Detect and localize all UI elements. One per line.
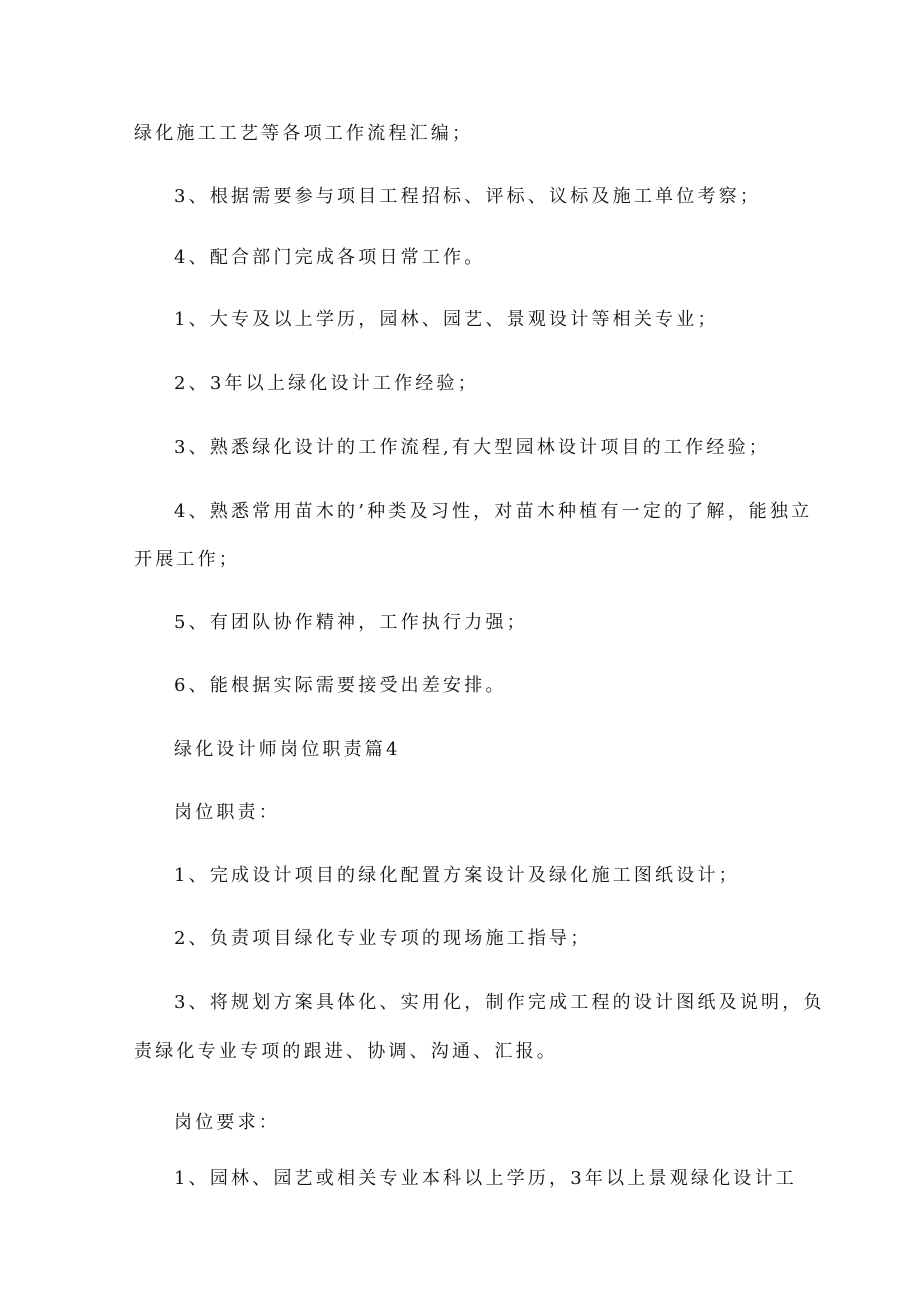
- paragraph-line: 3、熟悉绿化设计的工作流程,有大型园林设计项目的工作经验；: [174, 437, 770, 458]
- paragraph-line: 开展工作；: [134, 549, 240, 570]
- paragraph-line: 6、能根据实际需要接受出差安排。: [174, 675, 507, 696]
- paragraph-line: 2、负责项目绿化专业专项的现场施工指导；: [174, 928, 592, 949]
- subsection-heading: 岗位职责：: [174, 802, 280, 823]
- subsection-heading: 岗位要求：: [174, 1112, 280, 1133]
- paragraph-line: 4、熟悉常用苗木的’种类及习性，对苗木种植有一定的了解，能独立: [174, 501, 813, 522]
- paragraph-line: 1、大专及以上学历，园林、园艺、景观设计等相关专业；: [174, 309, 719, 330]
- section-heading: 绿化设计师岗位职责篇4: [174, 739, 401, 760]
- paragraph-line: 3、将规划方案具体化、实用化，制作完成工程的设计图纸及说明，负: [174, 992, 825, 1013]
- paragraph-line: 绿化施工工艺等各项工作流程汇编；: [134, 123, 474, 144]
- paragraph-line: 责绿化专业专项的跟进、协调、沟通、汇报。: [134, 1041, 558, 1062]
- paragraph-line: 2、3年以上绿化设计工作经验；: [174, 373, 479, 394]
- paragraph-line: 4、配合部门完成各项日常工作。: [174, 247, 486, 268]
- paragraph-line: 1、完成设计项目的绿化配置方案设计及绿化施工图纸设计；: [174, 865, 740, 886]
- paragraph-line: 3、根据需要参与项目工程招标、评标、议标及施工单位考察；: [174, 186, 762, 207]
- paragraph-line: 1、园林、园艺或相关专业本科以上学历，3年以上景观绿化设计工: [174, 1168, 797, 1189]
- paragraph-line: 5、有团队协作精神，工作执行力强；: [174, 612, 528, 633]
